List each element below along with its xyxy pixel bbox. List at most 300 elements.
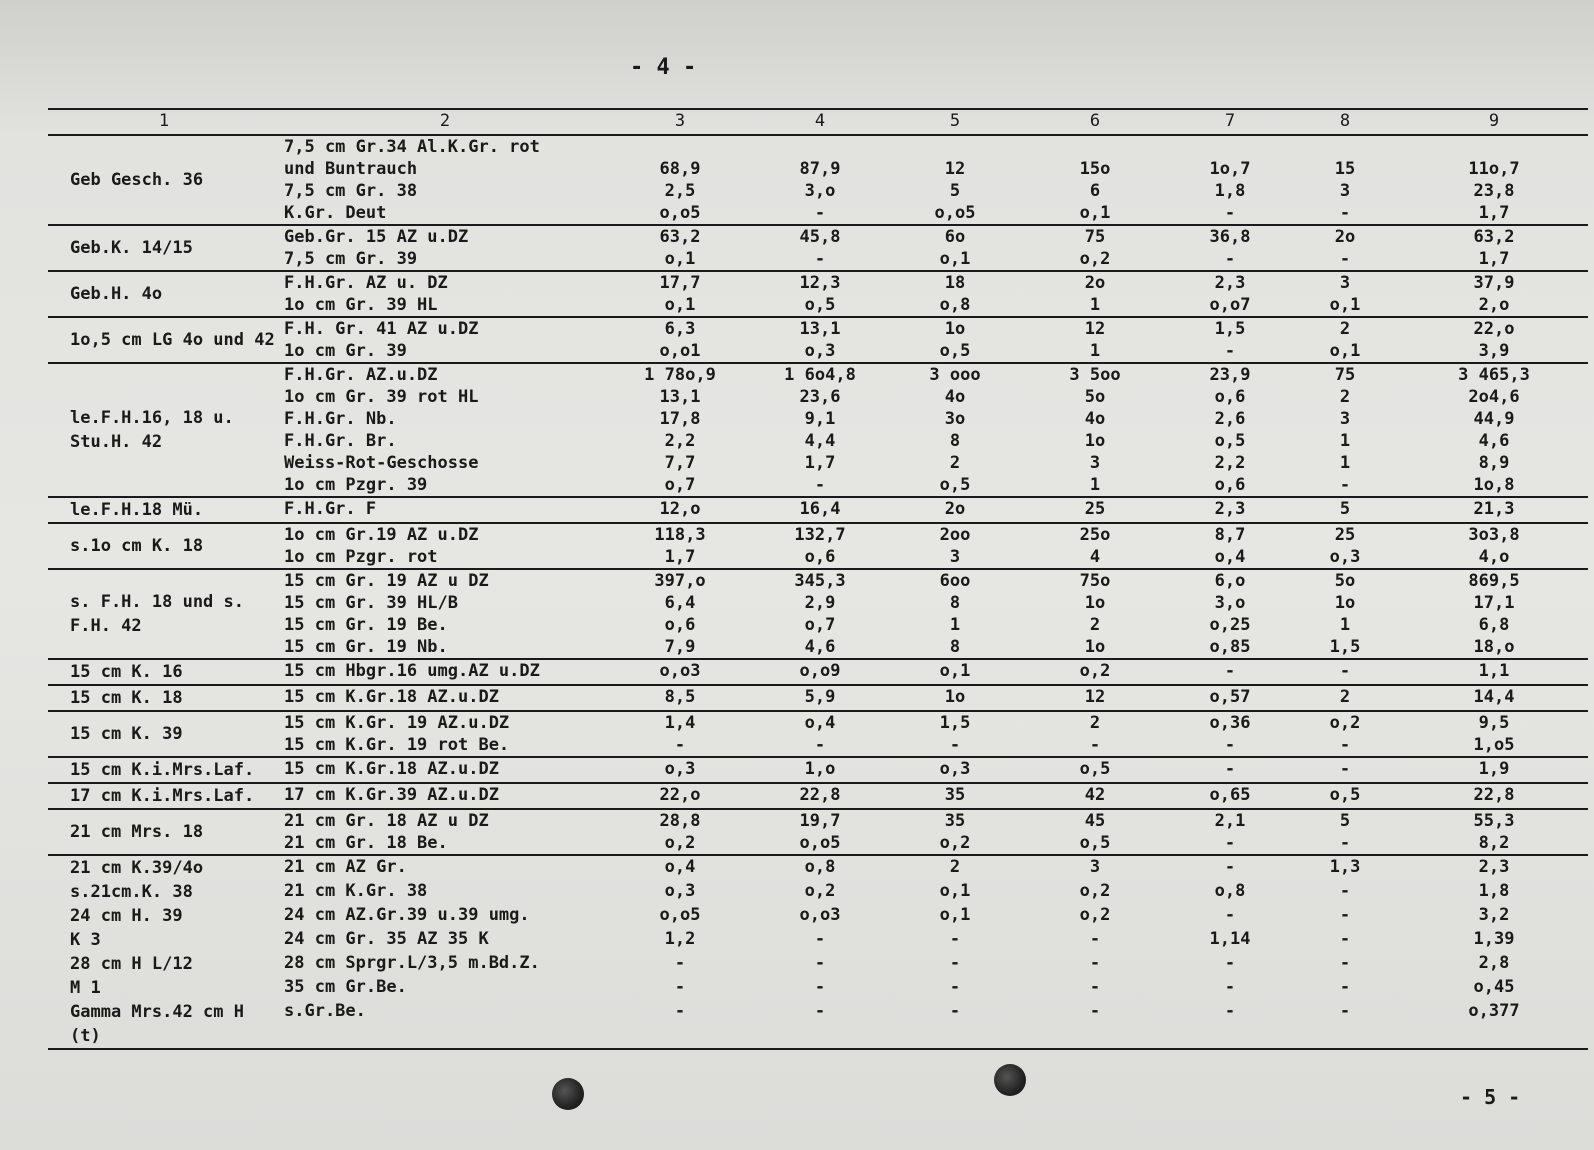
weapon-group <box>48 711 1588 757</box>
value-cell: 8,5 <box>664 687 696 707</box>
value-cell: 44,9 <box>1473 409 1515 429</box>
ammunition-type: F.H. Gr. 41 AZ u.DZ <box>284 319 479 339</box>
value-cell: o,2 <box>1079 661 1111 681</box>
value-cell: 1o <box>1084 431 1106 451</box>
ammunition-type: F.H.Gr. Br. <box>284 431 397 451</box>
weapon-group <box>48 855 1588 880</box>
value-cell: 3 <box>1089 857 1101 877</box>
value-cell: - <box>1089 953 1101 973</box>
value-cell: 1,5 <box>1214 319 1246 339</box>
value-cell <box>1290 135 1400 158</box>
value-cell: - <box>814 475 826 495</box>
value-cell: o,3 <box>939 759 971 779</box>
value-cell: o,2 <box>1079 249 1111 269</box>
table-row <box>48 685 1588 711</box>
ammunition-type: 7,5 cm Gr. 38 <box>284 181 418 201</box>
value-cell: o,2 <box>664 833 696 853</box>
value-cell: 11o,7 <box>1468 159 1520 179</box>
value-cell: - <box>814 953 826 973</box>
value-cell: 15 <box>1334 159 1356 179</box>
value-cell: 2 <box>1089 713 1101 733</box>
value-cell: - <box>674 953 686 973</box>
value-cell: 23,9 <box>1209 365 1251 385</box>
value-cell: 2 <box>1339 319 1351 339</box>
ammunition-type: s.Gr.Be. <box>284 1001 366 1021</box>
value-cell: 9,5 <box>1478 713 1510 733</box>
value-cell: o,4 <box>804 713 836 733</box>
value-cell: o,6 <box>664 615 696 635</box>
ammunition-type: 1o cm Gr. 39 rot HL <box>284 387 479 407</box>
value-cell: - <box>949 953 961 973</box>
weapon-group <box>48 809 1588 855</box>
value-cell: 12 <box>1084 687 1106 707</box>
value-cell: 8,7 <box>1214 525 1246 545</box>
ammunition-type: 35 cm Gr.Be. <box>284 977 407 997</box>
value-cell: 22,8 <box>1473 785 1515 805</box>
value-cell: 1,7 <box>664 547 696 567</box>
value-cell: o,25 <box>1209 615 1251 635</box>
value-cell: 1 6o4,8 <box>784 365 856 385</box>
value-cell: 2,6 <box>1214 409 1246 429</box>
value-cell: 6,4 <box>664 593 696 613</box>
table-row <box>48 523 1588 546</box>
value-cell: - <box>1339 1001 1351 1021</box>
column-header: 3 <box>610 109 750 135</box>
value-cell: 3 <box>1339 409 1351 429</box>
value-cell: - <box>1089 977 1101 997</box>
ammunition-type: 24 cm AZ.Gr.39 u.39 umg. <box>284 905 530 925</box>
value-cell: 2,5 <box>664 181 696 201</box>
column-header: 2 <box>280 109 610 135</box>
column-header: 6 <box>1020 109 1170 135</box>
value-cell: 16,4 <box>799 499 841 519</box>
value-cell: - <box>1339 661 1351 681</box>
value-cell: - <box>1224 953 1236 973</box>
value-cell: 8,9 <box>1478 453 1510 473</box>
ammunition-type: 21 cm K.Gr. 38 <box>284 881 428 901</box>
value-cell: 2 <box>949 857 961 877</box>
value-cell: - <box>814 203 826 223</box>
value-cell: 6,8 <box>1478 615 1510 635</box>
weapon-name: 24 cm H. 39 <box>70 906 183 926</box>
value-cell: 9,1 <box>804 409 836 429</box>
value-cell: o,3 <box>664 881 696 901</box>
ammunition-type: 15 cm Gr. 19 Nb. <box>284 637 448 657</box>
value-cell: 4,4 <box>804 431 836 451</box>
column-header: 7 <box>1170 109 1290 135</box>
table-row <box>48 225 1588 248</box>
table-row <box>48 569 1588 592</box>
value-cell: - <box>814 735 826 755</box>
weapon-group <box>48 569 1588 659</box>
value-cell: - <box>949 1001 961 1021</box>
value-cell: 118,3 <box>654 525 706 545</box>
value-cell: o,1 <box>664 249 696 269</box>
value-cell: 3 ooo <box>929 365 981 385</box>
value-cell: o,7 <box>804 615 836 635</box>
weapon-group <box>48 225 1588 271</box>
value-cell: - <box>1089 1001 1101 1021</box>
ammunition-type: 24 cm Gr. 35 AZ 35 K <box>284 929 489 949</box>
weapon-name: le.F.H.18 Mü. <box>70 500 204 520</box>
weapon-name: 28 cm H L/12 <box>70 954 193 974</box>
weapon-group <box>48 928 1588 952</box>
ammunition-type: 15 cm K.Gr. 19 AZ.u.DZ <box>284 713 510 733</box>
value-cell: - <box>1224 203 1236 223</box>
table-row <box>48 271 1588 294</box>
table-row <box>48 363 1588 386</box>
value-cell: 2o <box>1084 273 1106 293</box>
weapon-name: s. F.H. 18 und s. F.H. 42 <box>70 592 244 636</box>
value-cell: - <box>1339 929 1351 949</box>
table-row <box>48 855 1588 880</box>
value-cell: 4o <box>944 387 966 407</box>
ammunition-type: 15 cm Gr. 19 AZ u DZ <box>284 571 489 591</box>
page-number-top: - 4 - <box>630 55 697 80</box>
ammunition-type: 15 cm Gr. 19 Be. <box>284 615 448 635</box>
value-cell: 63,2 <box>659 227 701 247</box>
value-cell: o,o5 <box>659 203 701 223</box>
value-cell: 6o <box>944 227 966 247</box>
column-header: 1 <box>48 109 280 135</box>
value-cell: 1,7 <box>1478 203 1510 223</box>
value-cell: o,5 <box>1214 431 1246 451</box>
value-cell: 42 <box>1084 785 1106 805</box>
value-cell: o,8 <box>804 857 836 877</box>
ammunition-type: 21 cm Gr. 18 AZ u DZ <box>284 811 489 831</box>
value-cell: 23,8 <box>1473 181 1515 201</box>
value-cell <box>1400 135 1588 158</box>
value-cell: - <box>1339 735 1351 755</box>
value-cell: 3o <box>944 409 966 429</box>
weapon-name: 1o,5 cm LG 4o und 42 <box>70 330 275 350</box>
value-cell: o,1 <box>939 249 971 269</box>
ammunition-type: 28 cm Sprgr.L/3,5 m.Bd.Z. <box>284 953 540 973</box>
value-cell: - <box>1339 475 1351 495</box>
value-cell: 2,9 <box>804 593 836 613</box>
ammunition-type: 1o cm Gr. 39 HL <box>284 295 438 315</box>
weapon-name: K 3 <box>70 930 101 950</box>
weapon-name: 15 cm K. 39 <box>70 724 183 744</box>
table-row <box>48 757 1588 783</box>
value-cell: 19,7 <box>799 811 841 831</box>
ammunition-type: 1o cm Pzgr. rot <box>284 547 438 567</box>
value-cell: 12,o <box>659 499 701 519</box>
value-cell: o,1 <box>1329 341 1361 361</box>
table-row <box>48 783 1588 809</box>
value-cell: 22,8 <box>799 785 841 805</box>
value-cell: - <box>1339 977 1351 997</box>
value-cell: - <box>1089 735 1101 755</box>
value-cell: 132,7 <box>794 525 846 545</box>
value-cell: 4 <box>1089 547 1101 567</box>
value-cell: 3,2 <box>1478 905 1510 925</box>
value-cell: 17,7 <box>659 273 701 293</box>
value-cell: 2oo <box>939 525 971 545</box>
ammunition-type: K.Gr. Deut <box>284 203 387 223</box>
value-cell: 869,5 <box>1468 571 1520 591</box>
value-cell: o,1 <box>1329 295 1361 315</box>
ammunition-type: 15 cm K.Gr.18 AZ.u.DZ <box>284 759 499 779</box>
value-cell: - <box>814 1001 826 1021</box>
value-cell: 45,8 <box>799 227 841 247</box>
value-cell: 8,2 <box>1478 833 1510 853</box>
value-cell: 5 <box>1339 499 1351 519</box>
value-cell: - <box>1224 759 1236 779</box>
value-cell: 2o <box>1334 227 1356 247</box>
value-cell: o,1 <box>664 295 696 315</box>
table-row <box>48 135 1588 158</box>
value-cell: 3,o <box>804 181 836 201</box>
value-cell: 1,7 <box>804 453 836 473</box>
value-cell: 13,1 <box>799 319 841 339</box>
value-cell: o,4 <box>664 857 696 877</box>
value-cell: o,4 <box>1214 547 1246 567</box>
value-cell: - <box>1224 735 1236 755</box>
value-cell: o,85 <box>1209 637 1251 657</box>
value-cell: 2,o <box>1478 295 1510 315</box>
value-cell: 1,5 <box>1329 637 1361 657</box>
column-header: 8 <box>1290 109 1400 135</box>
value-cell: o,377 <box>1468 1001 1520 1021</box>
table-row <box>48 711 1588 734</box>
weapon-name: Geb Gesch. 36 <box>70 170 204 190</box>
value-cell: o,6 <box>804 547 836 567</box>
weapon-name: 15 cm K.i.Mrs.Laf. <box>70 760 255 780</box>
value-cell: 1 <box>1089 341 1101 361</box>
value-cell: 1,4 <box>664 713 696 733</box>
ammunition-type: 15 cm K.Gr.18 AZ.u.DZ <box>284 687 499 707</box>
weapon-group <box>48 1000 1588 1049</box>
value-cell: 25 <box>1084 499 1106 519</box>
column-header: 5 <box>890 109 1020 135</box>
value-cell: 1o <box>1084 637 1106 657</box>
value-cell: 2 <box>1089 615 1101 635</box>
value-cell: 13,1 <box>659 387 701 407</box>
ammunition-type: 7,5 cm Gr. 39 <box>284 249 418 269</box>
value-cell: 35 <box>944 811 966 831</box>
ammunition-type: und Buntrauch <box>284 159 418 179</box>
weapon-name: M 1 <box>70 978 101 998</box>
value-cell: - <box>1224 905 1236 925</box>
weapon-group <box>48 976 1588 1000</box>
value-cell: 1 <box>1339 431 1351 451</box>
value-cell: - <box>674 977 686 997</box>
weapon-name: Geb.K. 14/15 <box>70 238 193 258</box>
value-cell: o,1 <box>1079 203 1111 223</box>
table-row <box>48 880 1588 904</box>
ammunition-type: Geb.Gr. 15 AZ u.DZ <box>284 227 469 247</box>
value-cell: 5o <box>1084 387 1106 407</box>
ammunition-type: F.H.Gr. AZ.u.DZ <box>284 365 438 385</box>
value-cell: 18 <box>944 273 966 293</box>
value-cell: - <box>1339 249 1351 269</box>
ammunition-type: 1o cm Gr. 39 <box>284 341 407 361</box>
value-cell: 5o <box>1334 571 1356 591</box>
value-cell: 35 <box>944 785 966 805</box>
value-cell: o,8 <box>939 295 971 315</box>
weapon-name: le.F.H.16, 18 u. Stu.H. 42 <box>70 408 234 452</box>
value-cell: 22,o <box>659 785 701 805</box>
weapon-group <box>48 363 1588 497</box>
value-cell: o,36 <box>1209 713 1251 733</box>
value-cell: 6,3 <box>664 319 696 339</box>
value-cell: o,o3 <box>659 661 701 681</box>
weapon-name: 15 cm K. 18 <box>70 688 183 708</box>
value-cell: 5 <box>949 181 961 201</box>
value-cell: 7,7 <box>664 453 696 473</box>
ammunition-type: 17 cm K.Gr.39 AZ.u.DZ <box>284 785 499 805</box>
value-cell: 2 <box>1339 687 1351 707</box>
value-cell: 1 <box>1339 453 1351 473</box>
value-cell: 3 <box>1339 181 1351 201</box>
value-cell: o,o5 <box>934 203 976 223</box>
table-row <box>48 809 1588 832</box>
value-cell: o,8 <box>1214 881 1246 901</box>
value-cell: 1 <box>949 615 961 635</box>
value-cell: 12 <box>944 159 966 179</box>
value-cell: 1,8 <box>1214 181 1246 201</box>
value-cell <box>1020 135 1170 158</box>
value-cell: 1o <box>1084 593 1106 613</box>
value-cell: - <box>949 977 961 997</box>
value-cell: 1o,8 <box>1473 475 1515 495</box>
ammunition-table <box>48 108 1588 1050</box>
value-cell: o,6 <box>1214 475 1246 495</box>
value-cell: 4,6 <box>1478 431 1510 451</box>
value-cell: 6,o <box>1214 571 1246 591</box>
value-cell: o,2 <box>1079 881 1111 901</box>
value-cell: 36,8 <box>1209 227 1251 247</box>
weapon-group <box>48 757 1588 783</box>
value-cell: - <box>949 735 961 755</box>
punch-hole <box>552 1078 584 1110</box>
weapon-group <box>48 659 1588 685</box>
value-cell: 3 <box>949 547 961 567</box>
table-row <box>48 497 1588 523</box>
value-cell: - <box>1339 833 1351 853</box>
ammunition-type: 15 cm Gr. 39 HL/B <box>284 593 458 613</box>
value-cell: - <box>814 977 826 997</box>
weapon-name: 21 cm K.39/4o <box>70 858 204 878</box>
value-cell: o,5 <box>1329 785 1361 805</box>
value-cell: - <box>814 929 826 949</box>
value-cell: - <box>1339 881 1351 901</box>
value-cell: 8 <box>949 431 961 451</box>
value-cell: 397,o <box>654 571 706 591</box>
value-cell: o,o7 <box>1209 295 1251 315</box>
value-cell: 2 <box>949 453 961 473</box>
value-cell: o,65 <box>1209 785 1251 805</box>
value-cell: 1,7 <box>1478 249 1510 269</box>
weapon-name: 17 cm K.i.Mrs.Laf. <box>70 786 255 806</box>
value-cell: o,3 <box>664 759 696 779</box>
value-cell: 1,5 <box>939 713 971 733</box>
value-cell: 1 <box>1339 615 1351 635</box>
value-cell: 23,6 <box>799 387 841 407</box>
punch-hole <box>994 1064 1026 1096</box>
weapon-name: 21 cm Mrs. 18 <box>70 822 204 842</box>
value-cell: 3 465,3 <box>1458 365 1530 385</box>
value-cell: 2,3 <box>1478 857 1510 877</box>
value-cell: 75o <box>1079 571 1111 591</box>
value-cell: - <box>674 1001 686 1021</box>
weapon-group <box>48 497 1588 523</box>
value-cell: - <box>1224 341 1236 361</box>
value-cell: o,7 <box>664 475 696 495</box>
value-cell: 1,9 <box>1478 759 1510 779</box>
value-cell: - <box>1224 857 1236 877</box>
value-cell: o,o9 <box>799 661 841 681</box>
ammunition-type: Weiss-Rot-Geschosse <box>284 453 479 473</box>
table-row <box>48 976 1588 1000</box>
table-row <box>48 317 1588 340</box>
value-cell: 1,8 <box>1478 881 1510 901</box>
value-cell: - <box>1089 929 1101 949</box>
value-cell: 2,8 <box>1478 953 1510 973</box>
value-cell: 37,9 <box>1473 273 1515 293</box>
ammunition-type: 1o cm Gr.19 AZ u.DZ <box>284 525 479 545</box>
weapon-group <box>48 135 1588 225</box>
value-cell: 25 <box>1334 525 1356 545</box>
value-cell: - <box>1339 759 1351 779</box>
value-cell: - <box>1224 249 1236 269</box>
value-cell: 1,14 <box>1209 929 1251 949</box>
value-cell: - <box>1224 833 1236 853</box>
weapon-group <box>48 783 1588 809</box>
value-cell: 1 78o,9 <box>644 365 716 385</box>
value-cell: 2,2 <box>664 431 696 451</box>
value-cell: 22,o <box>1473 319 1515 339</box>
value-cell: 3 <box>1089 453 1101 473</box>
value-cell: o,o5 <box>799 833 841 853</box>
value-cell: 1,1 <box>1478 661 1510 681</box>
value-cell <box>890 135 1020 158</box>
value-cell: 8 <box>949 593 961 613</box>
value-cell: 21,3 <box>1473 499 1515 519</box>
value-cell: - <box>814 249 826 269</box>
value-cell: 75 <box>1084 227 1106 247</box>
value-cell: 12 <box>1084 319 1106 339</box>
value-cell: 2,2 <box>1214 453 1246 473</box>
value-cell: o,3 <box>1329 547 1361 567</box>
table-row <box>48 659 1588 685</box>
value-cell: 1,o5 <box>1473 735 1515 755</box>
value-cell: 2 <box>1339 387 1351 407</box>
weapon-group <box>48 317 1588 363</box>
value-cell: 18,o <box>1473 637 1515 657</box>
value-cell <box>1170 135 1290 158</box>
weapon-name: Geb.H. 4o <box>70 284 163 304</box>
value-cell: 1,o <box>804 759 836 779</box>
value-cell: 1,2 <box>664 929 696 949</box>
weapon-group <box>48 880 1588 904</box>
value-cell: - <box>1339 905 1351 925</box>
column-header-row <box>48 109 1588 135</box>
value-cell: 63,2 <box>1473 227 1515 247</box>
ammunition-type: F.H.Gr. Nb. <box>284 409 397 429</box>
weapon-name: s.21cm.K. 38 <box>70 882 193 902</box>
ammunition-type: 15 cm Hbgr.16 umg.AZ u.DZ <box>284 661 540 681</box>
value-cell: o,5 <box>1079 833 1111 853</box>
value-cell: - <box>949 929 961 949</box>
value-cell: 68,9 <box>659 159 701 179</box>
weapon-name: Gamma Mrs.42 cm H (t) <box>70 1002 244 1046</box>
value-cell: 2,3 <box>1214 499 1246 519</box>
table-row <box>48 1000 1588 1049</box>
value-cell: - <box>1224 661 1236 681</box>
value-cell: 7,9 <box>664 637 696 657</box>
